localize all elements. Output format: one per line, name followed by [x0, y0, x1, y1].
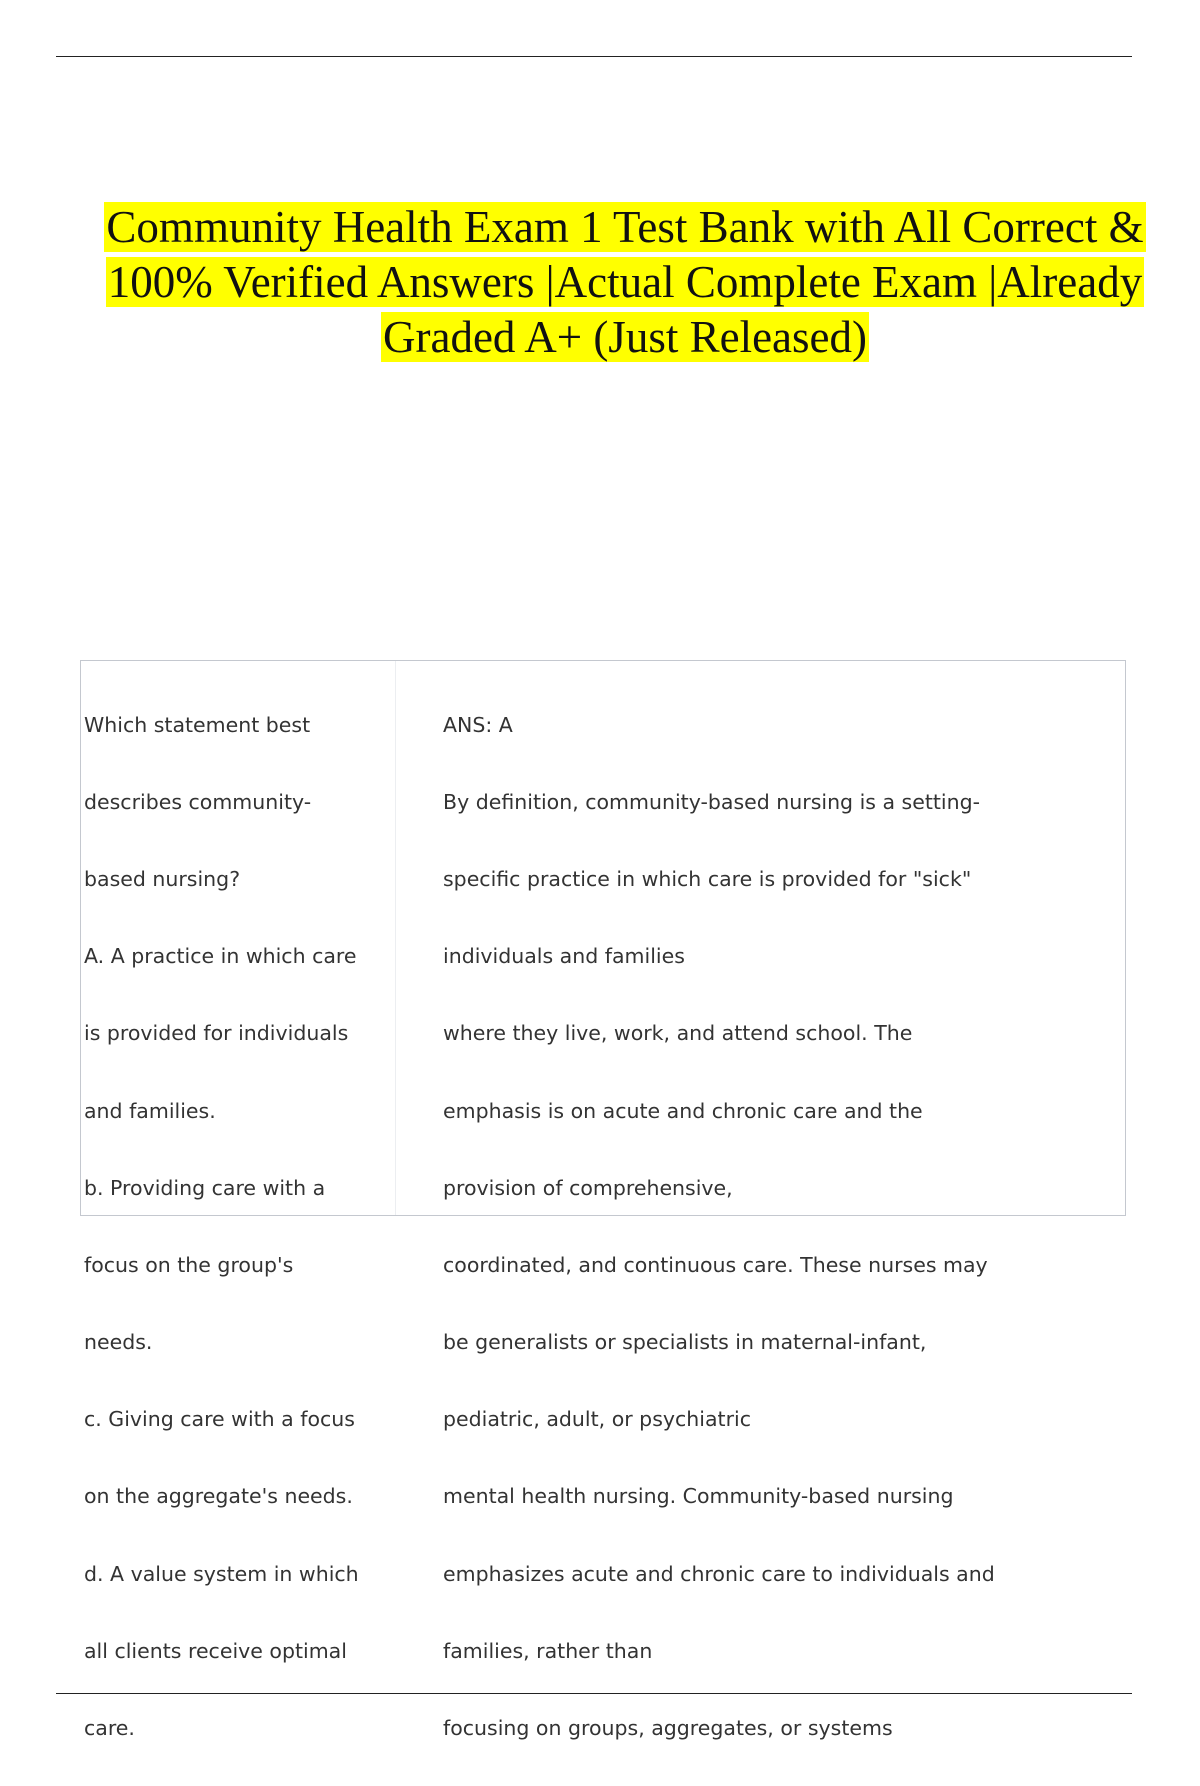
rationale-line: mental health nursing. Community-based nursing: [443, 1484, 954, 1509]
question-line: based nursing?: [84, 866, 241, 891]
rationale-line: families, rather than: [443, 1638, 653, 1663]
option-d-line: care.: [84, 1716, 135, 1741]
answer-column: [396, 661, 1125, 1741]
document-title: [60, 200, 1190, 365]
option-a-line: and families.: [84, 1098, 216, 1123]
rationale-line: individuals and families: [443, 944, 685, 969]
rationale-line: where they live, work, and attend school. The: [443, 1021, 913, 1046]
option-b-line: focus on the group's: [84, 1252, 294, 1277]
option-a-line: is provided for individuals: [84, 1021, 349, 1046]
answer-key: ANS: A: [443, 712, 513, 737]
rationale-line: specific practice in which care is provided for "sick": [443, 866, 972, 891]
option-b-line: b. Providing care with a: [84, 1175, 326, 1200]
header-rule: [56, 56, 1132, 57]
title-line-3: Graded A+ (Just Released): [383, 312, 867, 362]
footer-rule: [56, 1693, 1132, 1694]
question-line: describes community-: [84, 789, 312, 814]
question-answer-card: [80, 660, 1126, 1741]
option-b-line: needs.: [84, 1330, 153, 1355]
option-c-line: on the aggregate's needs.: [84, 1484, 353, 1509]
rationale-line: provision of comprehensive,: [443, 1175, 733, 1200]
rationale-line: emphasizes acute and chronic care to individuals and: [443, 1561, 995, 1586]
rationale-line: focusing on groups, aggregates, or systems: [443, 1716, 893, 1741]
rationale-line: pediatric, adult, or psychiatric: [443, 1407, 751, 1432]
question-column: [81, 661, 396, 1741]
rationale-line: coordinated, and continuous care. These nurses may: [443, 1252, 988, 1277]
option-c-line: c. Giving care with a focus: [84, 1407, 355, 1432]
option-d-line: all clients receive optimal: [84, 1638, 347, 1663]
title-line-2: 100% Verified Answers |Actual Complete Exam |Already: [107, 257, 1143, 307]
rationale-line: be generalists or specialists in maternal-infant,: [443, 1330, 927, 1355]
rationale-line: By definition, community-based nursing is a setting-: [443, 789, 981, 814]
question-line: Which statement best: [84, 712, 311, 737]
option-d-line: d. A value system in which: [84, 1561, 359, 1586]
rationale-line: emphasis is on acute and chronic care and the: [443, 1098, 923, 1123]
option-a-line: A. A practice in which care: [84, 944, 357, 969]
title-line-1: Community Health Exam 1 Test Bank with All Correct &: [106, 202, 1144, 252]
